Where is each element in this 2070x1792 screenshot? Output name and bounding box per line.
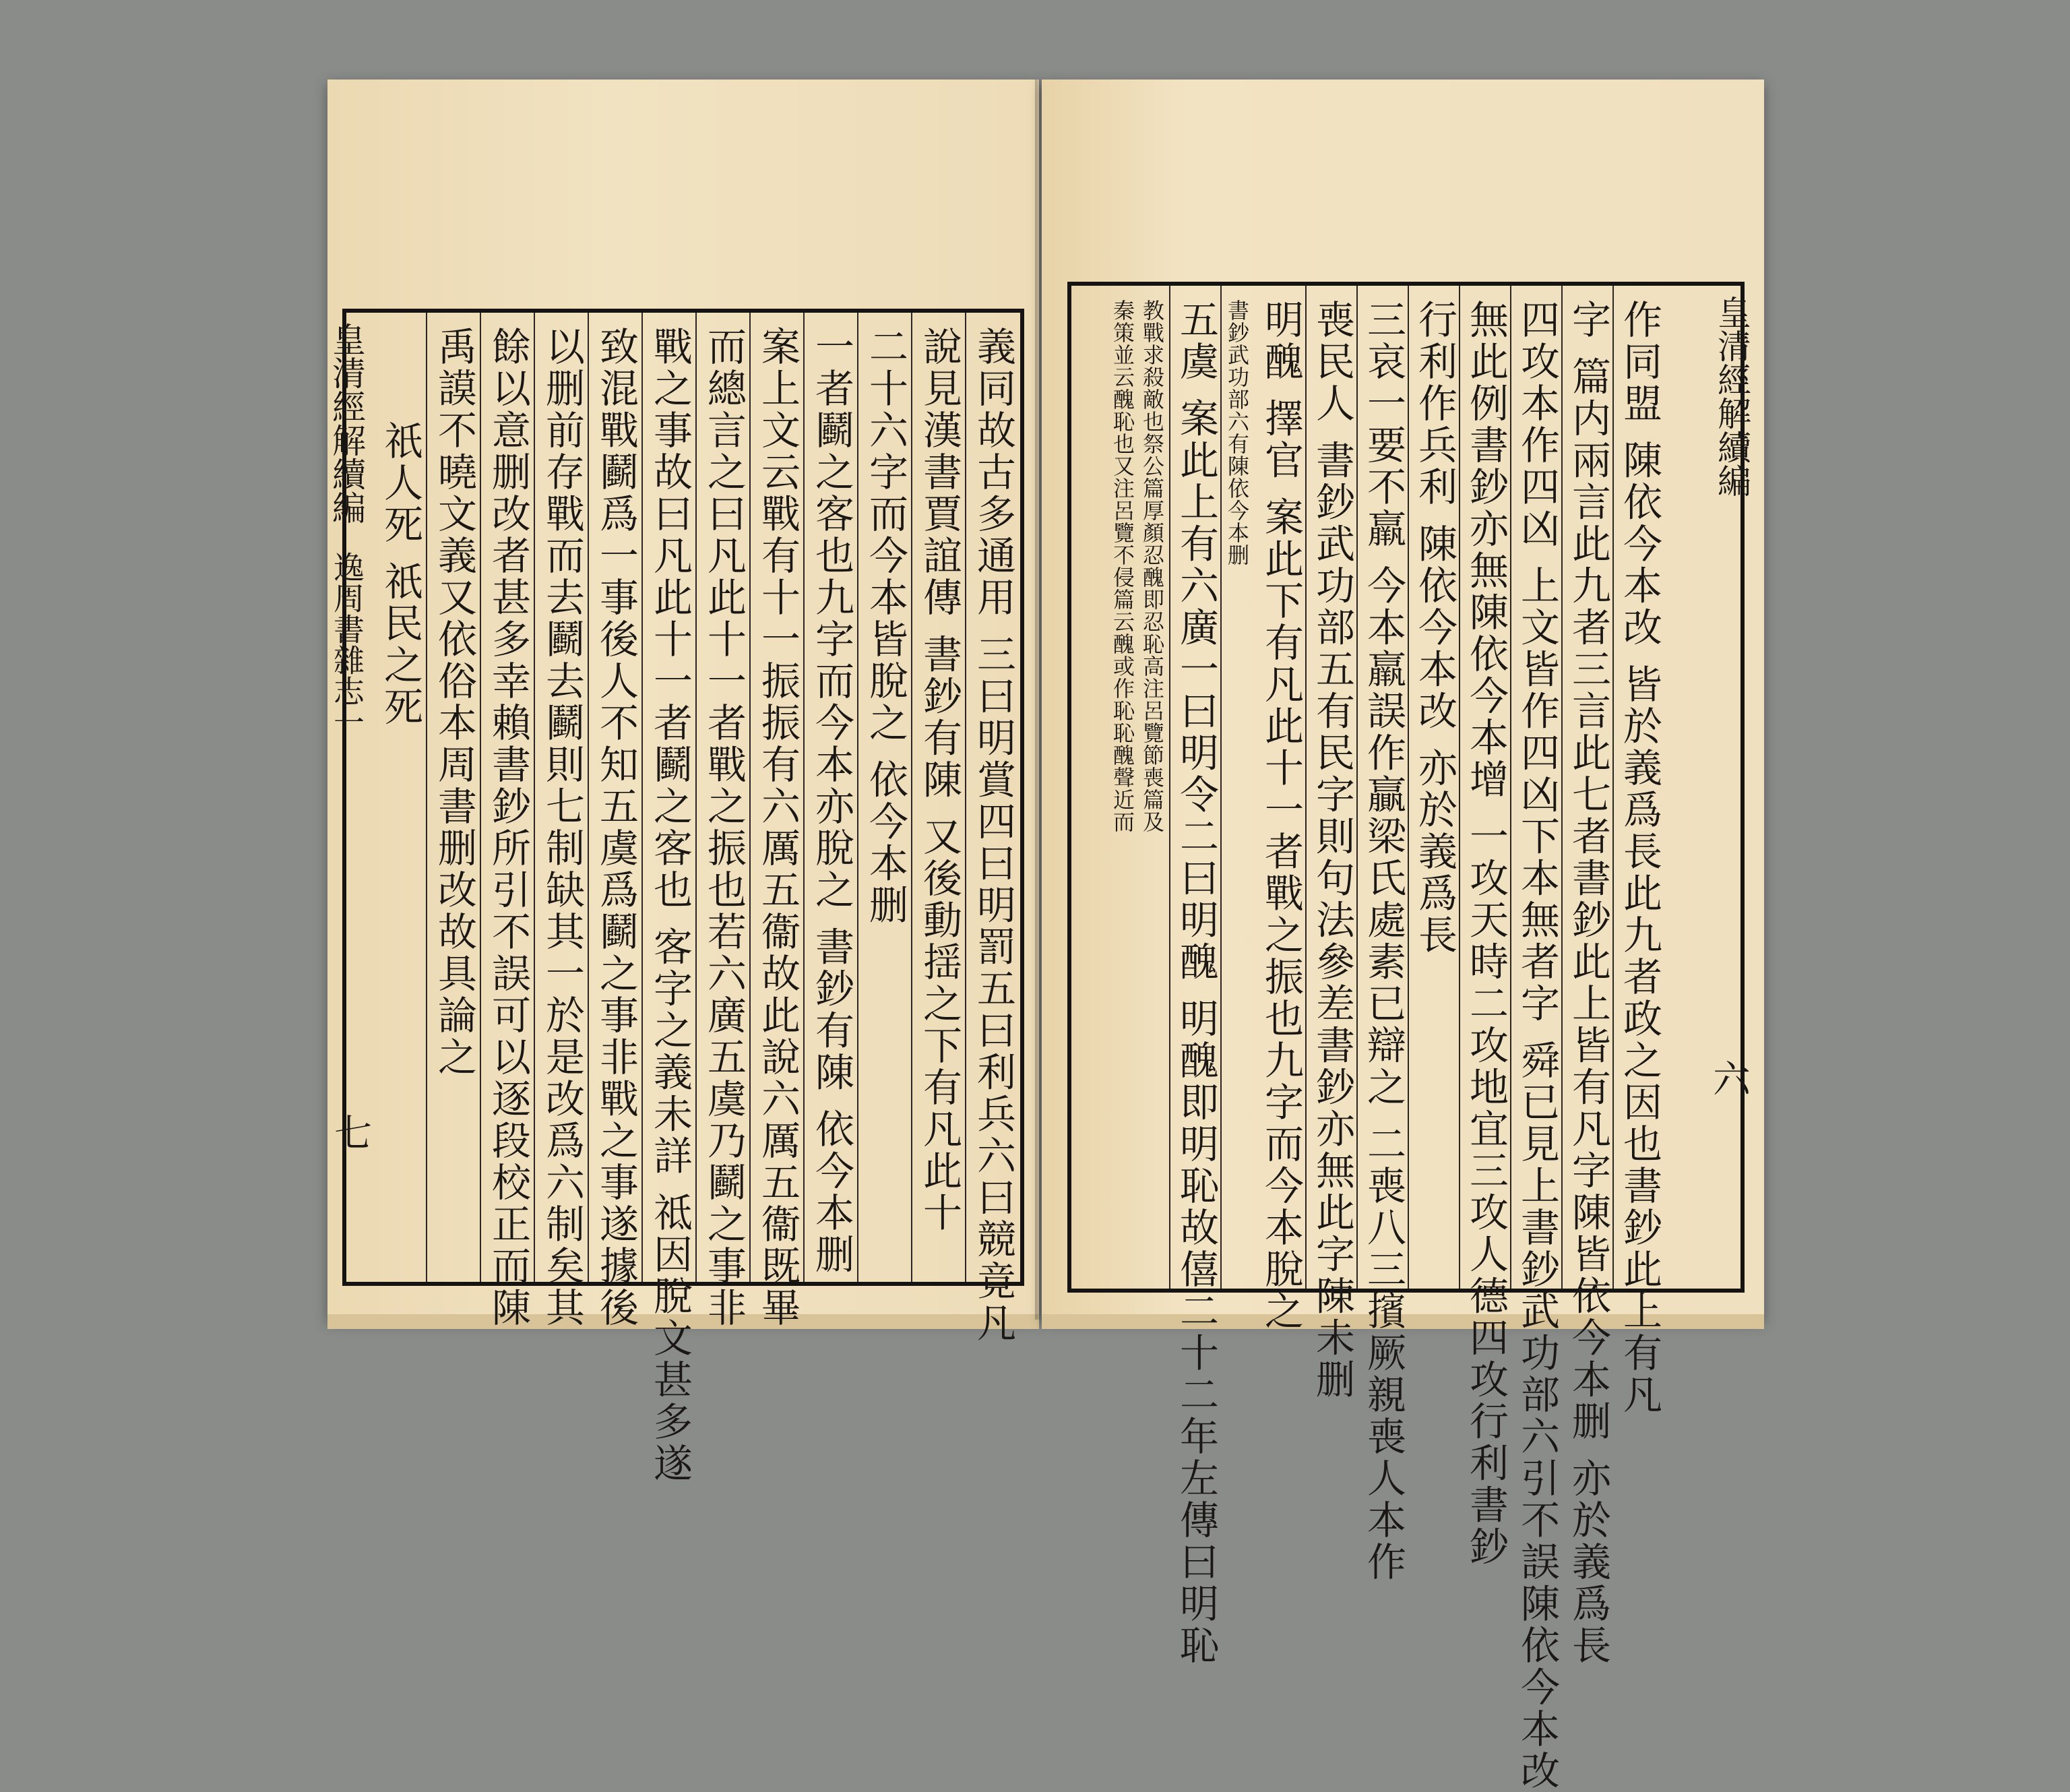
- chapter-title: 逸周書雜志一: [329, 551, 365, 737]
- column-rule: [911, 313, 912, 1282]
- left-page: [327, 80, 1039, 1485]
- column-rule: [1169, 286, 1170, 1289]
- column-rule: [1612, 286, 1614, 1289]
- text-column: 明醜 擇官 案此下有凡此十一者戰之振也九字而今本脫之: [1258, 299, 1304, 1332]
- column-rule: [1459, 286, 1460, 1289]
- column-rule: [588, 313, 589, 1282]
- book-title: 皇清經解續編: [1712, 295, 1751, 497]
- text-column: 行利作兵利 陳依今本改 亦於義爲長: [1412, 299, 1457, 956]
- column-rule: [857, 313, 858, 1282]
- text-column: 戰之事故曰凡此十一者鬬之客也 客字之義未詳 祗因脫文甚多遂: [647, 326, 693, 1485]
- column-rule: [965, 313, 966, 1282]
- text-column: 餘以意删改者甚多幸賴書鈔所引不誤可以逐段校正而陳: [485, 326, 531, 1329]
- column-rule: [1510, 286, 1511, 1289]
- text-column: 義同故古多通用 三曰明賞四曰明罰五曰利兵六曰競竟凡: [970, 326, 1016, 1345]
- text-column: 禹謨不曉文義又依俗本周書删改故具論之: [431, 326, 477, 1078]
- book-title: 皇清經解續編: [327, 322, 366, 524]
- text-column: 無此例書鈔亦無陳依今本增 一攻天時二攻地宜三攻人德四攻行利書鈔: [1463, 299, 1509, 1568]
- column-rule: [641, 313, 643, 1282]
- text-column: 致混戰鬬爲一事後人不知五虞爲鬬之事非戰之事遂據後: [593, 326, 639, 1329]
- text-column: 書鈔武功部六有陳依今本删: [1224, 299, 1250, 566]
- text-frame: [1067, 282, 1745, 1792]
- text-column: 而總言之曰凡此十一者戰之振也若六廣五虞乃鬬之事非: [701, 326, 747, 1329]
- column-rule: [749, 313, 751, 1282]
- text-column: 三哀一要不羸 今本羸誤作贏梁氏處素已辯之 二喪八三擯厥親喪人本作: [1360, 299, 1406, 1583]
- text-frame: [342, 309, 1024, 1485]
- column-rule: [480, 313, 481, 1282]
- column-rule: [1356, 286, 1358, 1289]
- open-book: [309, 80, 1764, 1792]
- column-rule: [1220, 286, 1222, 1289]
- text-column: 一者鬬之客也九字而今本亦脫之 書鈔有陳 依今本删: [809, 326, 854, 1276]
- text-column: 五虞 案此上有六廣一曰明令二曰明醜 明醜即明恥故僖二十二年左傳曰明恥: [1173, 299, 1219, 1667]
- column-rule: [426, 313, 427, 1282]
- page-number: 六: [1713, 1058, 1751, 1102]
- text-column: 四攻本作四凶 上文皆作四凶下本無者字 舜已見上書鈔武功部六引不誤陳依今本改: [1514, 299, 1560, 1792]
- column-rule: [534, 313, 535, 1282]
- text-column: 祇人死 祇民之死: [377, 421, 423, 729]
- text-column: 以删前存戰而去鬬去鬬則七制缺其一於是改爲六制矣其: [539, 326, 585, 1329]
- text-column: 字 篇内兩言此九者三言此七者書鈔此上皆有凡字陳皆依今本删 亦於義爲長: [1565, 299, 1611, 1667]
- text-column: 秦策並云醜恥也又注呂覽不侵篇云醜或作恥恥醜聲近而: [1110, 299, 1135, 833]
- column-rule: [803, 313, 805, 1282]
- text-column: 教戰求殺敵也祭公篇厚顏忍醜即忍恥高注呂覽節喪篇及: [1139, 299, 1165, 833]
- text-column: 喪民人 書鈔武功部五有民字則句法參差書鈔亦無此字陳未删: [1309, 299, 1355, 1401]
- text-column: 二十六字而今本皆脫之 依今本删: [862, 326, 908, 927]
- column-rule: [1305, 286, 1307, 1289]
- text-column: 說見漢書賈誼傳 書鈔有陳 又後動揺之下有凡此十: [916, 326, 962, 1234]
- column-rule: [695, 313, 697, 1282]
- column-rule: [1408, 286, 1409, 1289]
- right-page: [1042, 80, 1764, 1792]
- text-column: 案上文云戰有十一振振有六厲五衞故此說六厲五衞既畢: [755, 326, 801, 1329]
- page-number: 七: [334, 1112, 372, 1156]
- column-rule: [1561, 286, 1563, 1289]
- text-column: 作同盟 陳依今本改 皆於義爲長此九者政之因也書鈔此上有凡: [1617, 299, 1662, 1416]
